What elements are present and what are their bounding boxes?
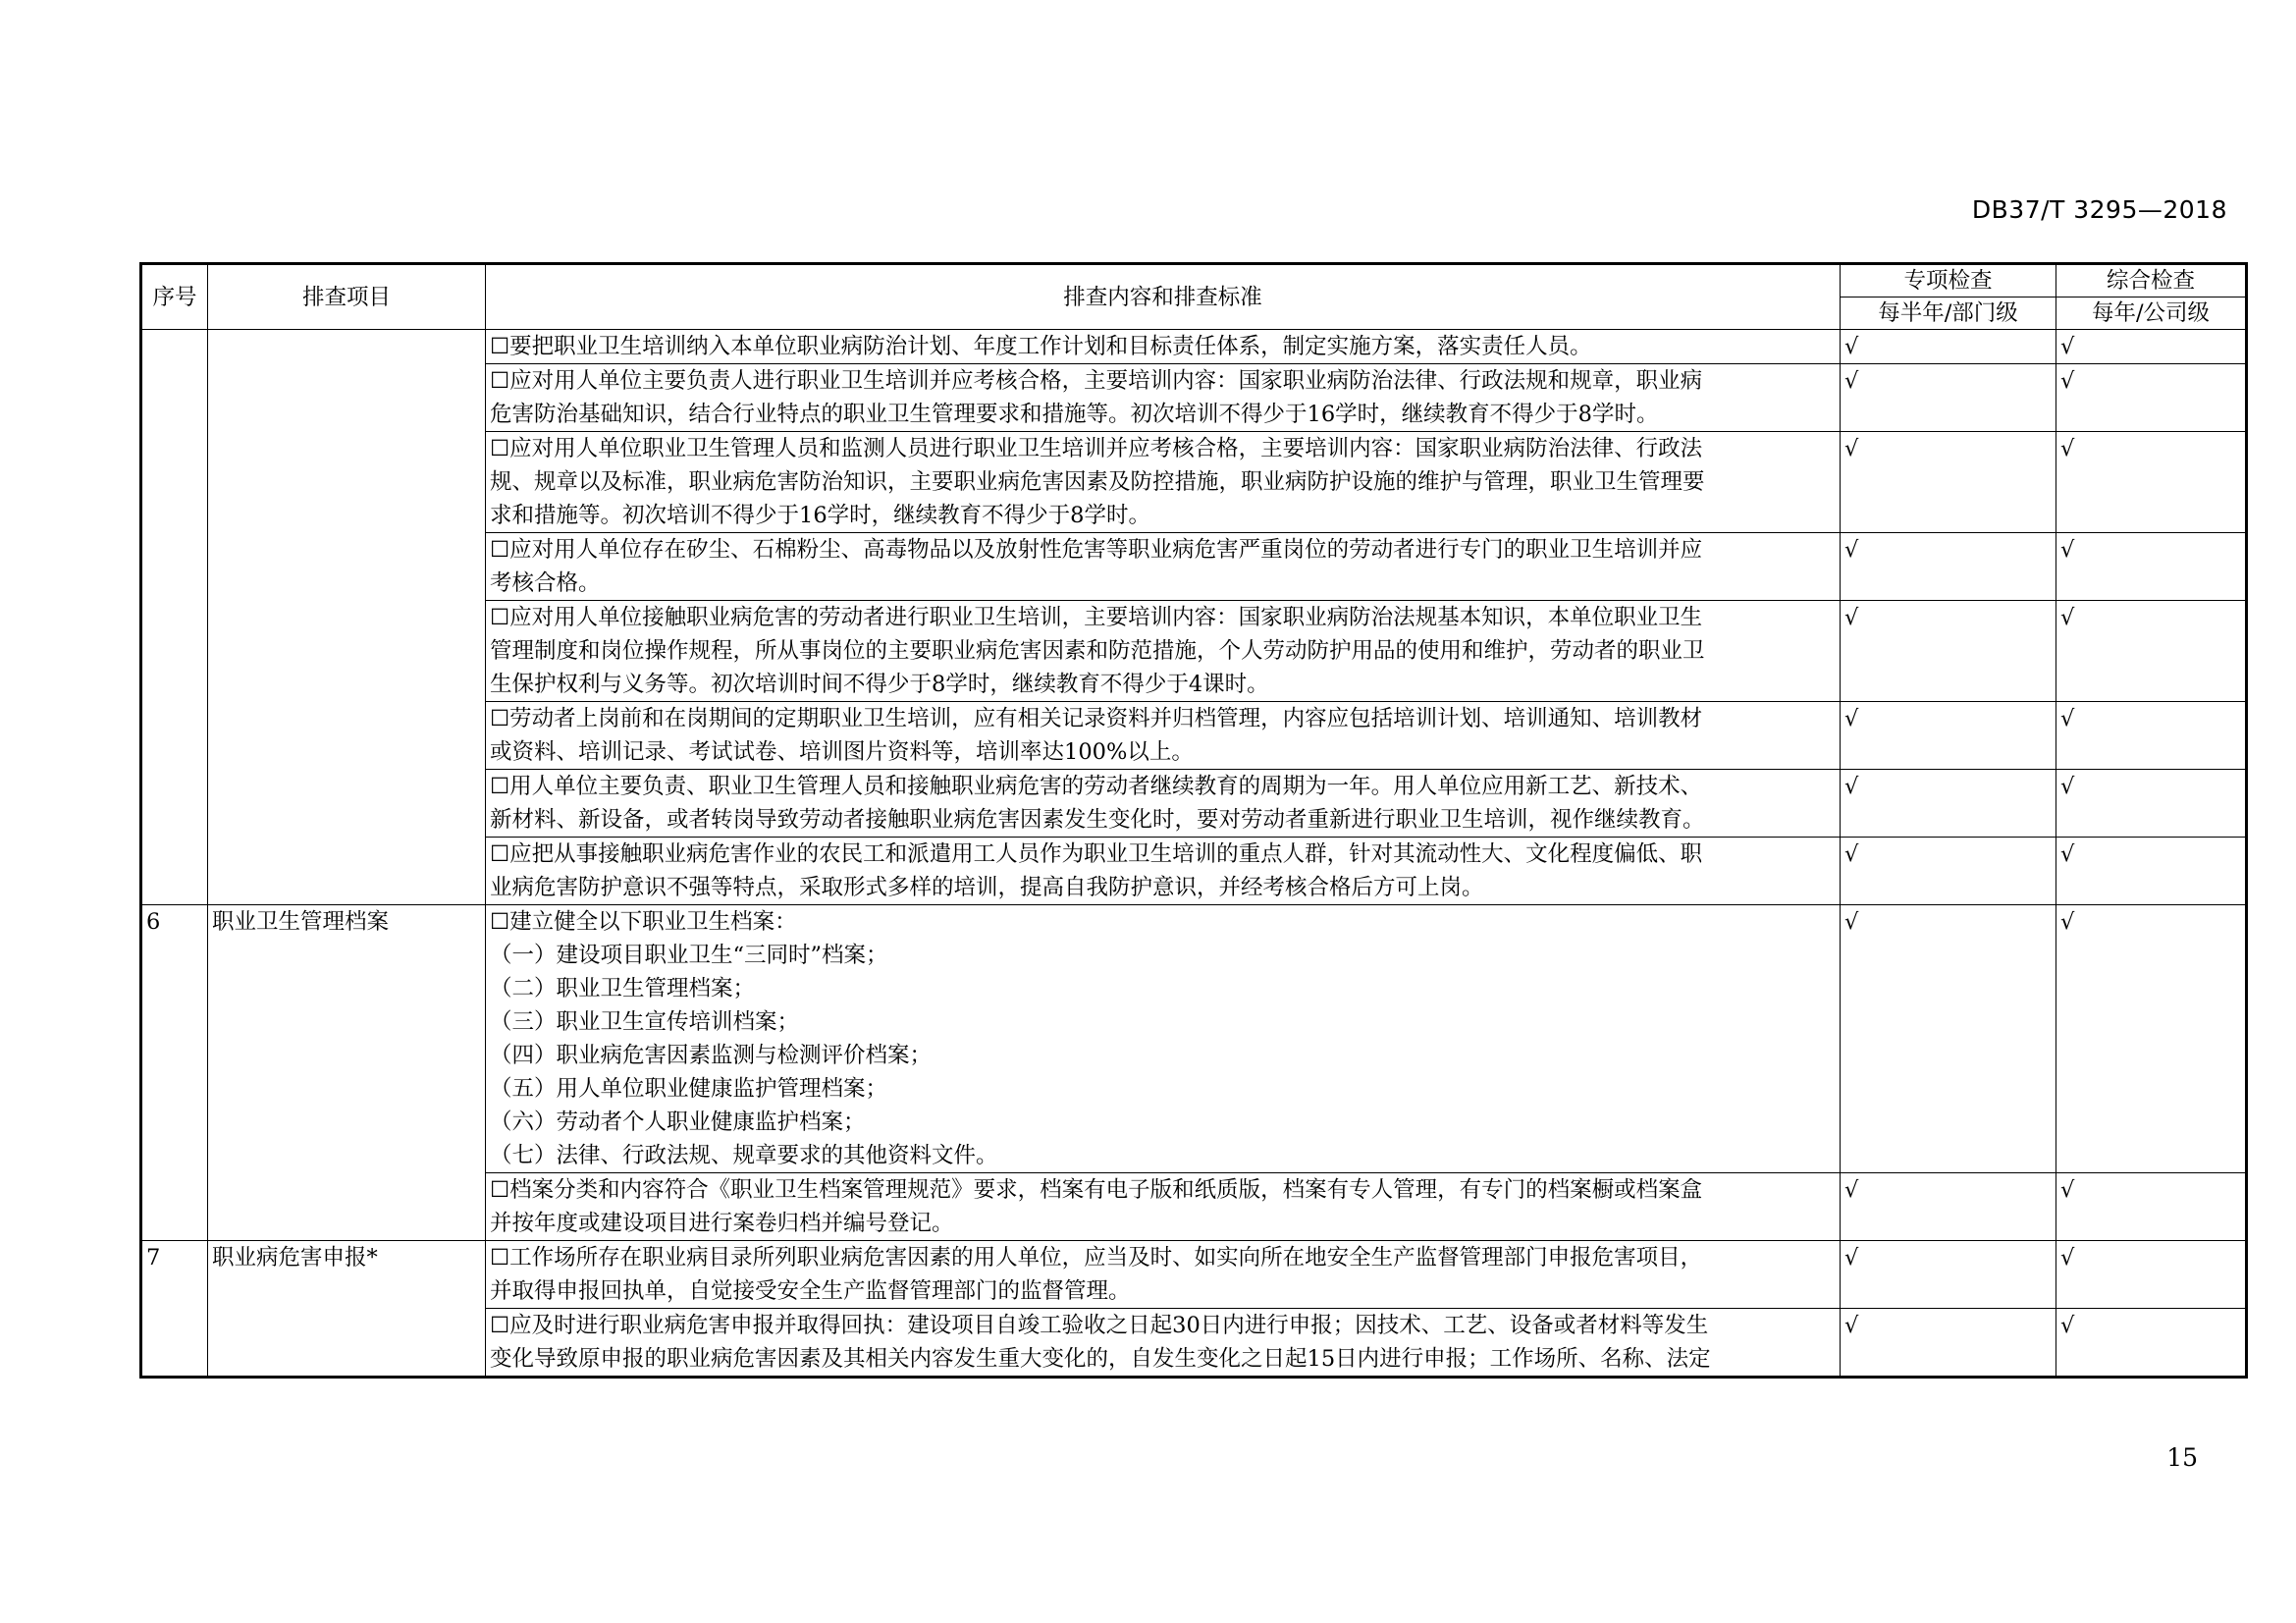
content-line: ☐用人单位主要负责、职业卫生管理人员和接触职业病危害的劳动者继续教育的周期为一年。用人单位应用新工艺、新技术、	[490, 774, 1703, 799]
content-line: 或资料、培训记录、考试试卷、培训图片资料等，培训率达100%以上。	[490, 739, 1194, 765]
header-comprehensive-frequency: 每年/公司级	[2056, 298, 2247, 330]
special-check-mark: √	[1841, 838, 2056, 905]
special-check-mark: √	[1841, 1309, 2056, 1378]
check-content	[486, 432, 1841, 533]
content-line: ☐应对用人单位接触职业病危害的劳动者进行职业卫生培训，主要培训内容：国家职业病防治法规基本知识，本单位职业卫生	[490, 605, 1703, 630]
content-line: 变化导致原申报的职业病危害因素及其相关内容发生重大变化的，自发生变化之日起15日内进行申报；工作场所、名称、法定	[490, 1346, 1711, 1372]
content-line: ☐应对用人单位存在矽尘、石棉粉尘、高毒物品以及放射性危害等职业病危害严重岗位的劳动者进行专门的职业卫生培训并应	[490, 537, 1703, 563]
content-line: ☐建立健全以下职业卫生档案：	[490, 909, 797, 935]
content-line: 求和措施等。初次培训不得少于16学时，继续教育不得少于8学时。	[490, 503, 1150, 528]
check-content	[486, 905, 1841, 1173]
comprehensive-check-mark: √	[2056, 838, 2247, 905]
item-cell: 职业卫生管理档案	[208, 905, 486, 1241]
content-line: ☐劳动者上岗前和在岗期间的定期职业卫生培训，应有相关记录资料并归档管理，内容应包括培训计划、培训通知、培训教材	[490, 706, 1703, 731]
check-content	[486, 1173, 1841, 1241]
check-content	[486, 601, 1841, 702]
header-item: 排查项目	[208, 264, 486, 330]
special-check-mark: √	[1841, 601, 2056, 702]
check-content	[486, 1309, 1841, 1378]
content-line: 考核合格。	[490, 570, 601, 596]
content-line: 生保护权利与义务等。初次培训时间不得少于8学时，继续教育不得少于4课时。	[490, 672, 1269, 697]
header-special-check: 专项检查	[1841, 264, 2056, 298]
header-content: 排查内容和排查标准	[486, 264, 1841, 330]
content-line: ☐工作场所存在职业病目录所列职业病危害因素的用人单位，应当及时、如实向所在地安全生产监督管理部门申报危害项目，	[490, 1245, 1703, 1271]
check-content	[486, 770, 1841, 838]
comprehensive-check-mark: √	[2056, 601, 2247, 702]
check-content	[486, 330, 1841, 364]
content-line: 并按年度或建设项目进行案卷归档并编号登记。	[490, 1211, 954, 1236]
comprehensive-check-mark: √	[2056, 432, 2247, 533]
check-content	[486, 533, 1841, 601]
content-line: ☐应把从事接触职业病危害作业的农民工和派遣用工人员作为职业卫生培训的重点人群，针对其流动性大、文化程度偏低、职	[490, 841, 1703, 867]
comprehensive-check-mark: √	[2056, 1241, 2247, 1309]
comprehensive-check-mark: √	[2056, 364, 2247, 432]
content-line: ☐应对用人单位主要负责人进行职业卫生培训并应考核合格，主要培训内容：国家职业病防治法律、行政法规和规章，职业病	[490, 368, 1703, 394]
header-seq: 序号	[141, 264, 208, 330]
content-line: （一）建设项目职业卫生“三同时”档案；	[490, 943, 888, 968]
seq-cell: 6	[141, 905, 208, 1241]
content-line: （七）法律、行政法规、规章要求的其他资料文件。	[490, 1143, 998, 1168]
content-line: （二）职业卫生管理档案；	[490, 976, 756, 1001]
special-check-mark: √	[1841, 702, 2056, 770]
check-content	[486, 1241, 1841, 1309]
special-check-mark: √	[1841, 533, 2056, 601]
table-header-row	[141, 264, 2247, 298]
content-line: 并取得申报回执单，自觉接受安全生产监督管理部门的监督管理。	[490, 1278, 1131, 1304]
comprehensive-check-mark: √	[2056, 702, 2247, 770]
inspection-table	[139, 262, 2248, 1379]
content-line: ☐应对用人单位职业卫生管理人员和监测人员进行职业卫生培训并应考核合格，主要培训内容：国家职业病防治法律、行政法	[490, 436, 1703, 461]
check-content	[486, 838, 1841, 905]
special-check-mark: √	[1841, 1173, 2056, 1241]
comprehensive-check-mark: √	[2056, 330, 2247, 364]
table-row	[141, 1241, 2247, 1309]
content-line: （六）劳动者个人职业健康监护档案；	[490, 1109, 866, 1135]
special-check-mark: √	[1841, 330, 2056, 364]
check-content	[486, 702, 1841, 770]
header-comprehensive-check: 综合检查	[2056, 264, 2247, 298]
item-cell: 职业病危害申报*	[208, 1241, 486, 1378]
content-line: 新材料、新设备，或者转岗导致劳动者接触职业病危害因素发生变化时，要对劳动者重新进行职业卫生培训，视作继续教育。	[490, 807, 1705, 833]
content-line: （五）用人单位职业健康监护管理档案；	[490, 1076, 888, 1102]
table-row	[141, 330, 2247, 364]
content-line: 规、规章以及标准，职业病危害防治知识，主要职业病危害因素及防控措施，职业病防护设施的维护与管理，职业卫生管理要	[490, 469, 1705, 495]
special-check-mark: √	[1841, 432, 2056, 533]
content-line: ☐档案分类和内容符合《职业卫生档案管理规范》要求，档案有电子版和纸质版，档案有专人管理，有专门的档案橱或档案盒	[490, 1177, 1703, 1203]
item-cell-continued	[208, 330, 486, 905]
comprehensive-check-mark: √	[2056, 1173, 2247, 1241]
table-row	[141, 905, 2247, 1173]
comprehensive-check-mark: √	[2056, 533, 2247, 601]
special-check-mark: √	[1841, 905, 2056, 1173]
page-number: 15	[2166, 1443, 2198, 1472]
special-check-mark: √	[1841, 1241, 2056, 1309]
comprehensive-check-mark: √	[2056, 1309, 2247, 1378]
seq-cell-continued	[141, 330, 208, 905]
special-check-mark: √	[1841, 770, 2056, 838]
header-special-frequency: 每半年/部门级	[1841, 298, 2056, 330]
document-code: DB37/T 3295—2018	[1971, 195, 2227, 224]
content-line: ☐应及时进行职业病危害申报并取得回执：建设项目自竣工验收之日起30日内进行申报；因技术、工艺、设备或者材料等发生	[490, 1313, 1709, 1338]
comprehensive-check-mark: √	[2056, 905, 2247, 1173]
content-line: （四）职业病危害因素监测与检测评价档案；	[490, 1043, 933, 1068]
content-line: 管理制度和岗位操作规程，所从事岗位的主要职业病危害因素和防范措施，个人劳动防护用品的使用和维护，劳动者的职业卫	[490, 638, 1705, 664]
content-line: 危害防治基础知识，结合行业特点的职业卫生管理要求和措施等。初次培训不得少于16学时，继续教育不得少于8学时。	[490, 402, 1659, 427]
content-line: ☐要把职业卫生培训纳入本单位职业病防治计划、年度工作计划和目标责任体系，制定实施方案，落实责任人员。	[490, 334, 1592, 359]
seq-cell: 7	[141, 1241, 208, 1378]
content-line: 业病危害防护意识不强等特点，采取形式多样的培训，提高自我防护意识，并经考核合格后方可上岗。	[490, 875, 1484, 900]
comprehensive-check-mark: √	[2056, 770, 2247, 838]
content-line: （三）职业卫生宣传培训档案；	[490, 1009, 800, 1035]
special-check-mark: √	[1841, 364, 2056, 432]
check-content	[486, 364, 1841, 432]
